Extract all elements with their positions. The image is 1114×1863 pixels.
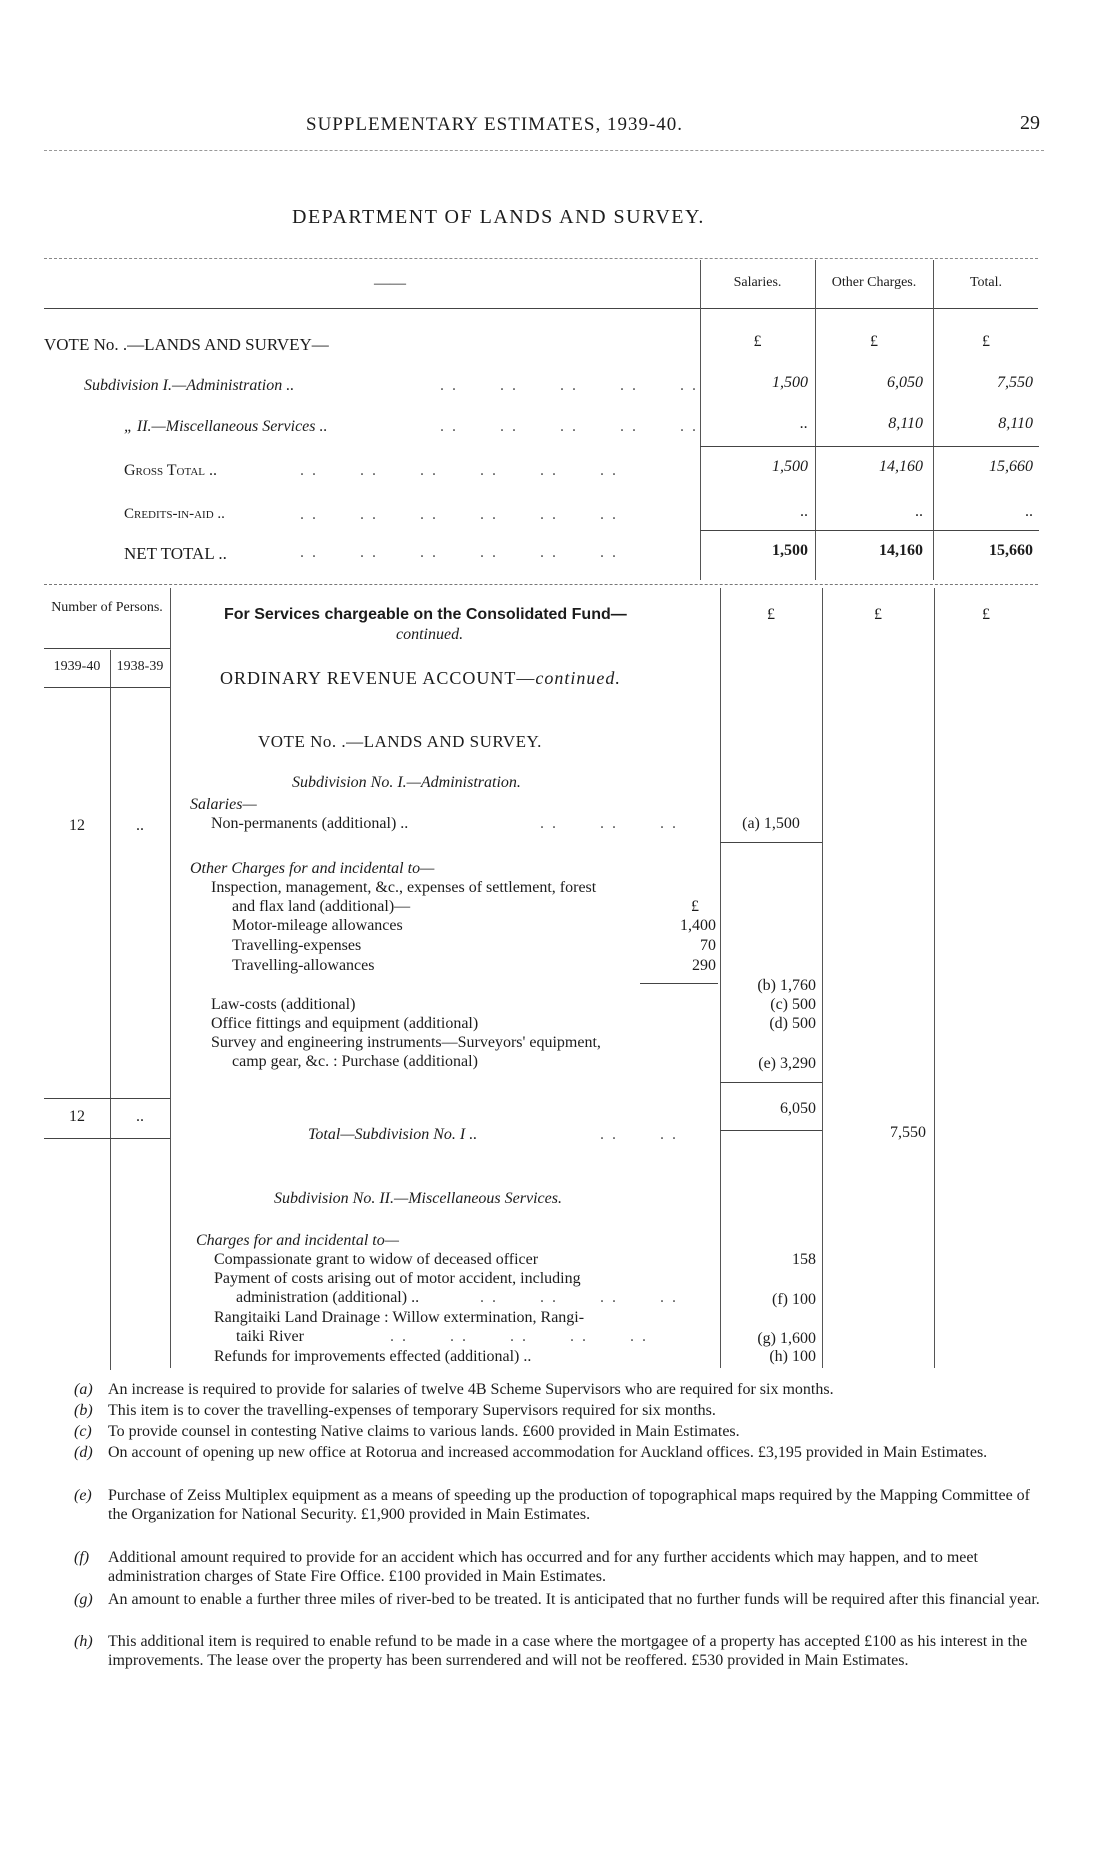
summary-other-value: ..	[915, 503, 923, 520]
detail-currency: £	[767, 606, 775, 623]
summary-row-label: Subdivision I.—Administration ..	[84, 377, 295, 394]
travel-exp-label: Travelling-expenses	[232, 937, 362, 954]
survey-line-2: camp gear, &c. : Purchase (additional)	[232, 1053, 478, 1070]
office-amount: (d) 500	[769, 1015, 816, 1032]
total-prev: ..	[136, 1108, 144, 1125]
detail-col-line	[170, 588, 171, 1368]
summary-other-value: 14,160	[879, 458, 923, 475]
law-label: Law-costs (additional)	[211, 996, 356, 1013]
department-title: DEPARTMENT OF LANDS AND SURVEY.	[292, 206, 705, 228]
footnote-label: (e)	[74, 1487, 92, 1504]
footnote-text: This item is to cover the travelling-expenses of temporary Supervisors required for six months.	[108, 1402, 716, 1419]
summary-currency: £	[982, 333, 990, 350]
persons-header: Number of Persons.	[51, 600, 163, 615]
detail-col-line	[110, 650, 111, 1370]
summary-currency: £	[753, 333, 762, 350]
summary-total-value: 15,660	[989, 458, 1033, 475]
detail-currency: £	[874, 606, 882, 623]
detail-col-line	[934, 588, 935, 1368]
nonperm-label: Non-permanents (additional) ..	[211, 815, 409, 832]
summary-row-label: „ II.—Miscellaneous Services ..	[124, 418, 328, 435]
salaries-rule	[720, 842, 822, 843]
footnote	[74, 1401, 1046, 1420]
summary-salaries-value: 1,500	[772, 374, 808, 391]
footnote-text: An increase is required to provide for salaries of twelve 4B Scheme Supervisors who are required for six months.	[108, 1381, 834, 1398]
inspection-line-2: and flax land (additional)—	[232, 898, 411, 915]
travel-allow-label: Travelling-allowances	[232, 957, 375, 974]
vote-line: VOTE No. .—LANDS AND SURVEY.	[258, 732, 542, 751]
footnote-label: (f)	[74, 1549, 90, 1566]
persons-bottom-rule	[44, 1138, 170, 1139]
page-number: 29	[1020, 112, 1040, 134]
summary-total-value: 7,550	[997, 374, 1033, 391]
inspection-currency: £	[691, 898, 699, 915]
summary-salaries-value: 1,500	[772, 542, 808, 559]
nonperm-prev: ..	[136, 817, 144, 834]
leader-dots: .. .. .. .. .. ..	[300, 506, 624, 523]
summary-row-label: Credits-in-aid ..	[124, 506, 225, 522]
header-rule	[44, 150, 1044, 151]
footnote	[74, 1422, 1046, 1441]
summary-salaries-value: ..	[800, 415, 808, 432]
payment-line-1: Payment of costs arising out of motor accident, including	[214, 1270, 581, 1287]
summary-currency: £	[870, 333, 878, 350]
summary-total-value: 15,660	[989, 542, 1033, 559]
summary-top-rule	[44, 258, 1038, 259]
inspection-total: (b) 1,760	[757, 977, 816, 994]
travel-exp-amount: 70	[700, 937, 716, 954]
leader-dots: .. .. .. .. .. ..	[300, 462, 624, 479]
year-1938-39: 1938-39	[116, 659, 164, 674]
footnote-label: (c)	[74, 1423, 92, 1440]
footnote-text: Additional amount required to provide for an accident which has occurred and for any further accidents which may happen, and to meet administration charges of State Fire Office. £100 provided in Main Estimates.	[108, 1549, 978, 1585]
ordinary-account-label: ORDINARY REVENUE ACCOUNT—	[220, 668, 536, 688]
total-persons: 12	[69, 1108, 85, 1125]
summary-salaries-value: 1,500	[772, 458, 808, 475]
services-continued: continued.	[396, 626, 464, 643]
footnote-text: On account of opening up new office at Rotorua and increased accommodation for Auckland offices. £3,195 provided in Main Estimates.	[108, 1444, 988, 1461]
leader-dots: .. .. .. .. ..	[440, 377, 704, 394]
footnote	[74, 1632, 1046, 1670]
salaries-label: Salaries—	[190, 796, 257, 813]
leader-dots: .. .. .. ..	[480, 1289, 684, 1306]
footnote-label: (g)	[74, 1591, 93, 1608]
charges-label: Charges for and incidental to—	[196, 1232, 399, 1249]
inspection-sum-rule	[640, 983, 718, 984]
other-charges-label: Other Charges for and incidental to—	[190, 860, 435, 877]
persons-total-rule	[44, 1098, 170, 1099]
summary-net-rule	[700, 530, 1039, 531]
motor-label: Motor-mileage allowances	[232, 917, 403, 934]
summary-blank-header: ——	[374, 275, 406, 292]
summary-total-header: Total.	[969, 275, 1003, 290]
summary-subtotal-rule	[700, 446, 1039, 447]
footnote-text: This additional item is required to enable refund to be made in a case where the mortgagee of a property has accepted £100 as his interest in the improvements. The lease over the property has been surrendered and will not be reoffered. £530 provided in Main Estimates.	[108, 1633, 1028, 1669]
footnote	[74, 1443, 1046, 1462]
summary-total-value: 8,110	[998, 415, 1033, 432]
summary-total-value: ..	[1025, 503, 1033, 520]
leader-dots: .. .. .. .. .. ..	[300, 544, 624, 561]
nonperm-persons: 12	[69, 817, 85, 834]
rangitaiki-amount: (g) 1,600	[757, 1330, 816, 1347]
summary-other-header: Other Charges.	[831, 275, 917, 290]
other-charges-rule	[720, 1082, 822, 1083]
summary-other-value: 14,160	[879, 542, 923, 559]
compassionate-amount: 158	[792, 1251, 816, 1268]
footnote	[74, 1486, 1046, 1524]
year-1939-40: 1939-40	[53, 659, 101, 674]
refunds-amount: (h) 100	[769, 1348, 816, 1365]
sub1-title: Subdivision No. I.—Administration.	[292, 774, 521, 791]
leader-dots: .. ..	[600, 1126, 684, 1143]
survey-amount: (e) 3,290	[758, 1055, 816, 1072]
ordinary-account-continued: continued.	[535, 668, 621, 688]
inspection-line-1: Inspection, management, &c., expenses of settlement, forest	[211, 879, 597, 896]
summary-row-label: Gross Total ..	[124, 462, 218, 479]
persons-header-rule	[44, 648, 170, 649]
services-title: For Services chargeable on the Consolidated Fund—	[224, 606, 627, 623]
footnote-text: An amount to enable a further three miles of river-bed to be treated. It is anticipated that no further funds will be required after this financial year.	[108, 1591, 1040, 1608]
summary-salaries-header: Salaries.	[733, 275, 782, 290]
sub2-title: Subdivision No. II.—Miscellaneous Services.	[274, 1190, 562, 1207]
summary-header-rule	[44, 308, 1038, 309]
footnote-text: Purchase of Zeiss Multiplex equipment as a means of speeding up the production of topographical maps required by the Mapping Committee of the Organization for National Security. £1,900 provided in Main Estimates.	[108, 1487, 1031, 1523]
sub-total-rule	[720, 1130, 822, 1131]
summary-row-label: NET TOTAL ..	[124, 544, 227, 563]
footnote-label: (a)	[74, 1381, 93, 1398]
payment-amount: (f) 100	[772, 1291, 816, 1308]
running-title: SUPPLEMENTARY ESTIMATES, 1939-40.	[306, 114, 684, 135]
motor-amount: 1,400	[680, 917, 716, 934]
rangitaiki-line-1: Rangitaiki Land Drainage : Willow extermination, Rangi-	[214, 1309, 585, 1326]
leader-dots: .. .. ..	[540, 815, 684, 832]
years-rule	[44, 687, 170, 688]
footnote-label: (d)	[74, 1444, 93, 1461]
footnote-label: (h)	[74, 1633, 93, 1650]
law-amount: (c) 500	[770, 996, 816, 1013]
payment-line-2: administration (additional) ..	[236, 1289, 420, 1306]
ordinary-account	[220, 668, 621, 689]
footnote-label: (b)	[74, 1402, 93, 1419]
summary-other-value: 8,110	[888, 415, 923, 432]
office-label: Office fittings and equipment (additional)	[211, 1015, 479, 1032]
sub-total-value: 6,050	[780, 1100, 816, 1117]
footnote	[74, 1380, 1046, 1399]
refunds-label: Refunds for improvements effected (additional) ..	[214, 1348, 532, 1365]
total-sub1-label: Total—Subdivision No. I ..	[308, 1126, 478, 1143]
rangitaiki-line-2: taiki River	[236, 1328, 304, 1345]
leader-dots: .. .. .. .. ..	[440, 418, 704, 435]
nonperm-amount: (a) 1,500	[742, 815, 800, 832]
detail-currency: £	[982, 606, 990, 623]
travel-allow-amount: 290	[692, 957, 716, 974]
summary-salaries-value: ..	[800, 503, 808, 520]
leader-dots: .. .. .. .. ..	[390, 1328, 654, 1345]
summary-other-value: 6,050	[887, 374, 923, 391]
compassionate-label: Compassionate grant to widow of deceased officer	[214, 1251, 539, 1268]
survey-line-1: Survey and engineering instruments—Surveyors' equipment,	[211, 1034, 601, 1051]
total-sub1-value: 7,550	[890, 1124, 926, 1141]
footnote	[74, 1548, 1046, 1586]
footnote-text: To provide counsel in contesting Native claims to various lands. £600 provided in Main Estimates.	[108, 1423, 740, 1440]
footnote	[74, 1590, 1046, 1609]
detail-col-line	[822, 588, 823, 1368]
summary-bottom-rule	[44, 584, 1038, 585]
summary-vote-label: VOTE No. .—LANDS AND SURVEY—	[44, 335, 329, 354]
